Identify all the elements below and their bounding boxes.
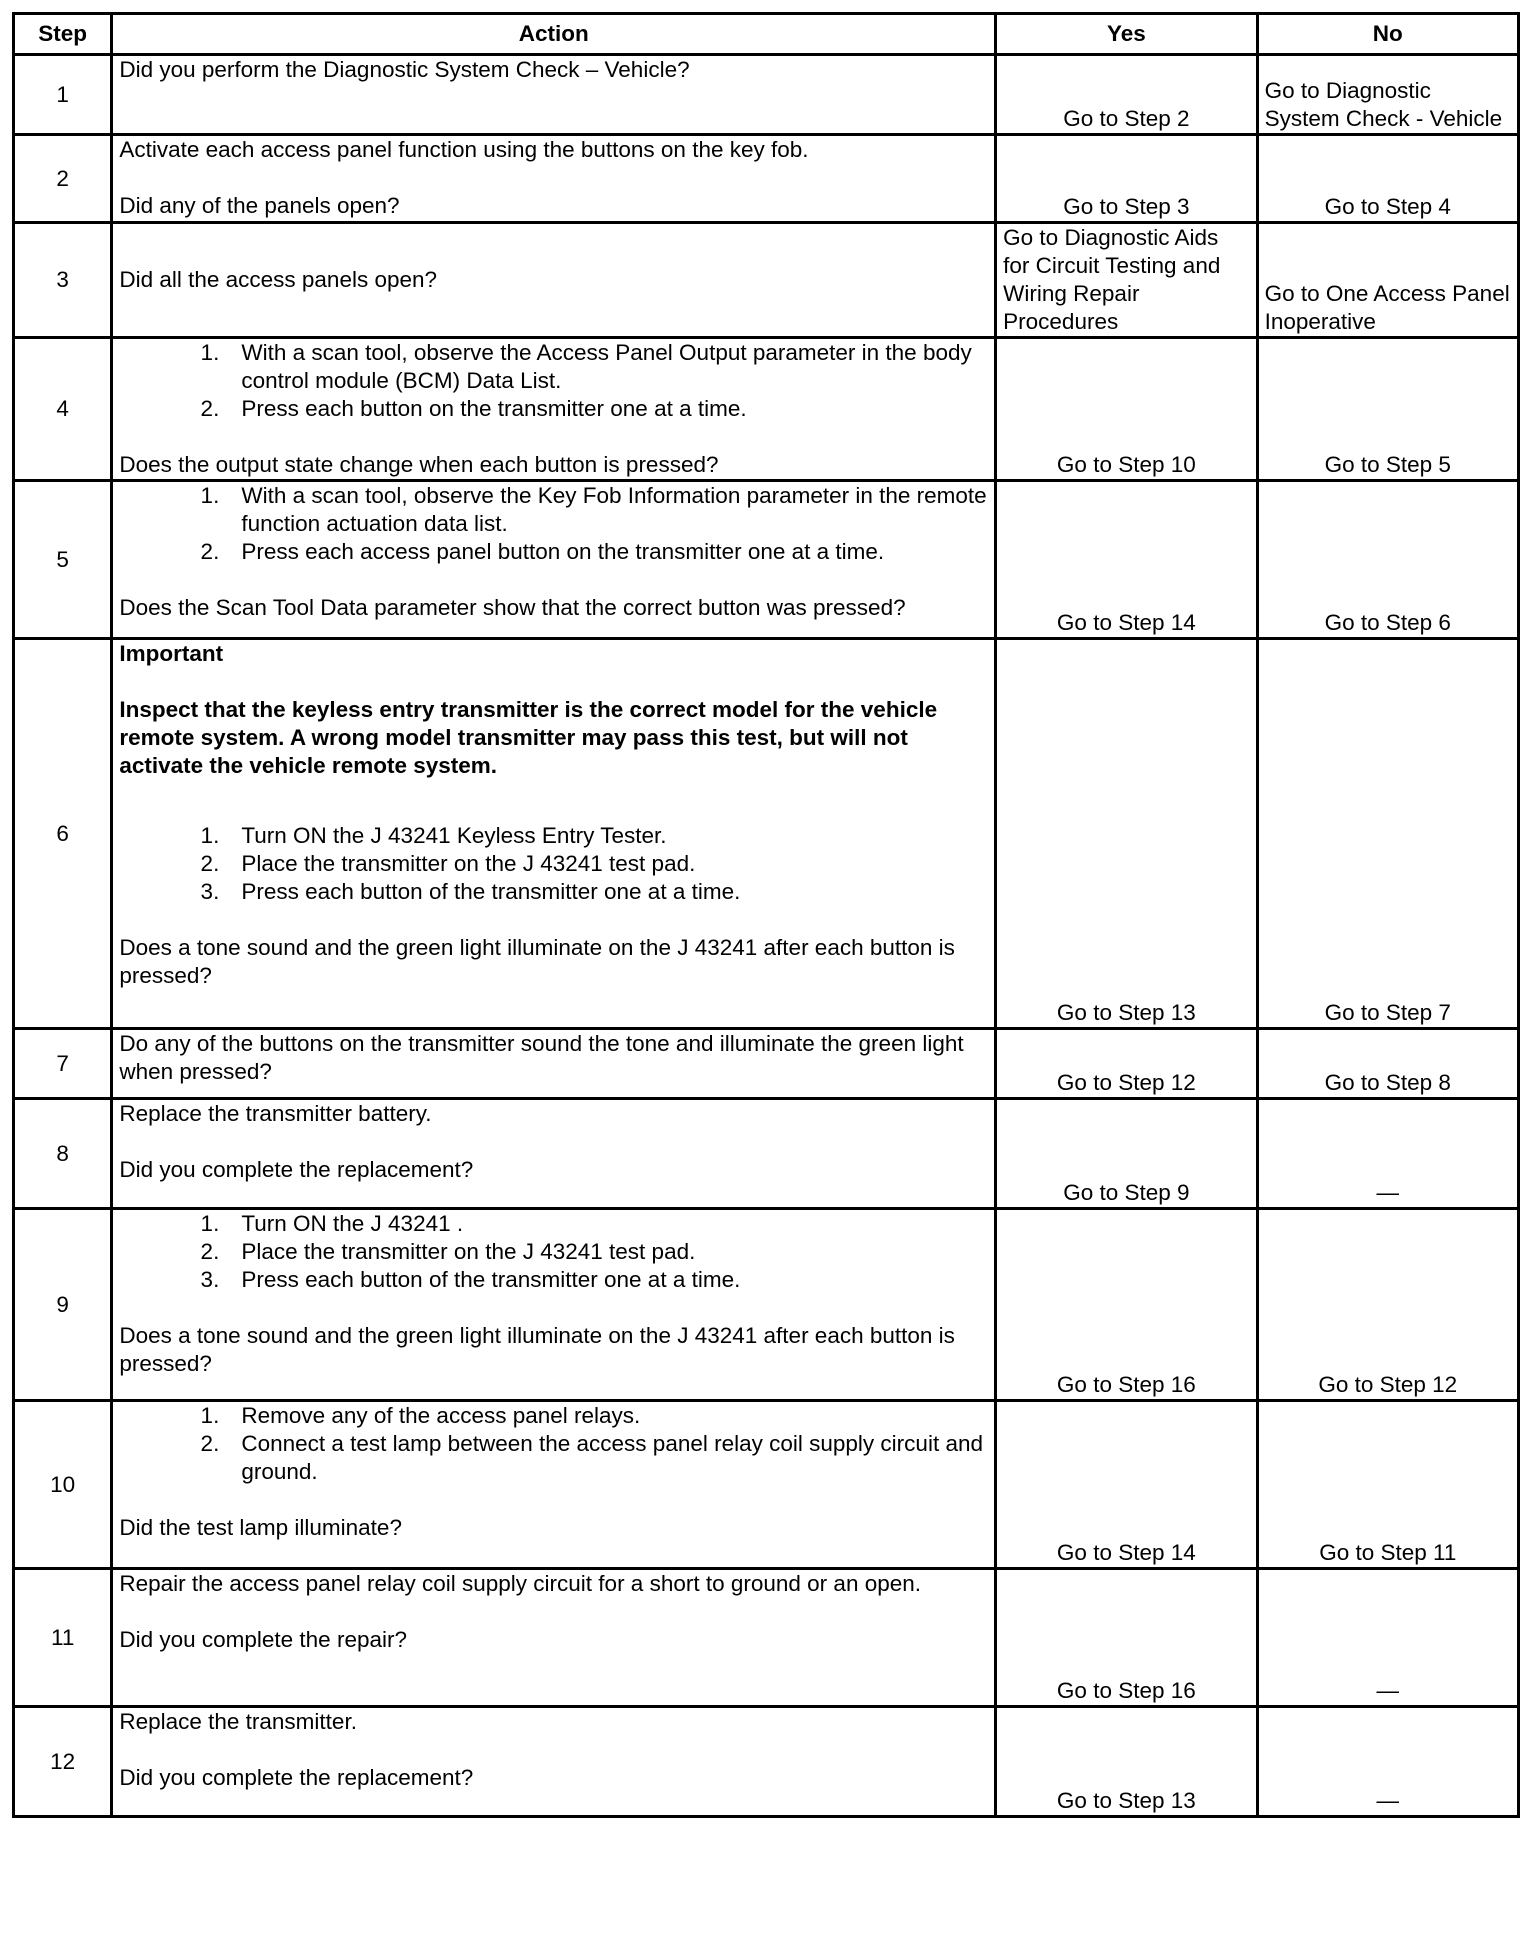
no-result: Go to Step 4 bbox=[1257, 135, 1518, 223]
header-step: Step bbox=[14, 14, 112, 55]
table-row bbox=[14, 135, 1519, 223]
list-item: 2 . Place the transmitter on the J 43241 test pad. bbox=[119, 1238, 988, 1266]
action-question: Did you perform the Diagnostic System Check – Vehicle? bbox=[119, 57, 690, 82]
action-steps-list bbox=[119, 339, 988, 423]
step-number: 12 bbox=[14, 1707, 112, 1817]
action-cell bbox=[112, 1569, 996, 1707]
action-instruction: Replace the transmitter battery. bbox=[119, 1101, 432, 1126]
action-cell bbox=[112, 223, 996, 338]
yes-result: Go to Step 16 bbox=[996, 1209, 1257, 1401]
table-row bbox=[14, 639, 1519, 1029]
no-result: — bbox=[1257, 1099, 1518, 1209]
list-item: 2 . Connect a test lamp between the access panel relay coil supply circuit and ground. bbox=[119, 1430, 988, 1486]
step-number: 8 bbox=[14, 1099, 112, 1209]
header-no: No bbox=[1257, 14, 1518, 55]
list-item: 1 . Remove any of the access panel relays. bbox=[119, 1402, 988, 1430]
table-row bbox=[14, 1099, 1519, 1209]
yes-result: Go to Step 14 bbox=[996, 1401, 1257, 1569]
yes-result: Go to Step 10 bbox=[996, 338, 1257, 481]
step-number: 5 bbox=[14, 481, 112, 639]
step-number: 1 bbox=[14, 55, 112, 135]
yes-result: Go to Step 2 bbox=[996, 55, 1257, 135]
step-number: 4 bbox=[14, 338, 112, 481]
action-cell bbox=[112, 135, 996, 223]
action-steps-list bbox=[119, 1402, 988, 1486]
table-row bbox=[14, 1707, 1519, 1817]
action-steps-list bbox=[119, 482, 988, 566]
no-result: Go to Step 5 bbox=[1257, 338, 1518, 481]
action-cell bbox=[112, 338, 996, 481]
action-cell bbox=[112, 1707, 996, 1817]
list-item: 2 . Place the transmitter on the J 43241 test pad. bbox=[119, 850, 988, 878]
action-instruction: Repair the access panel relay coil supply circuit for a short to ground or an open. bbox=[119, 1571, 922, 1596]
action-cell bbox=[112, 1401, 996, 1569]
action-question: Does a tone sound and the green light illuminate on the J 43241 after each button is pressed? bbox=[119, 935, 955, 988]
action-question: Did you complete the replacement? bbox=[119, 1765, 474, 1790]
no-result: Go to Step 11 bbox=[1257, 1401, 1518, 1569]
no-result: Go to One Access Panel Inoperative bbox=[1257, 223, 1518, 338]
list-item: 2 . Press each button on the transmitter one at a time. bbox=[119, 395, 988, 423]
action-question: Did you complete the repair? bbox=[119, 1627, 407, 1652]
list-item: 2 . Press each access panel button on the transmitter one at a time. bbox=[119, 538, 988, 566]
list-item: 1 . Turn ON the J 43241 . bbox=[119, 1210, 988, 1238]
yes-result: Go to Step 13 bbox=[996, 639, 1257, 1029]
no-result: Go to Diagnostic System Check - Vehicle bbox=[1257, 55, 1518, 135]
important-warning: Inspect that the keyless entry transmitter is the correct model for the vehicle remote system. A wrong model transmitter may pass this test, but will not activate the vehicle remote system. bbox=[119, 697, 938, 778]
list-item: 3 . Press each button of the transmitter one at a time. bbox=[119, 1266, 988, 1294]
table-row bbox=[14, 1569, 1519, 1707]
table-row bbox=[14, 1401, 1519, 1569]
table-row bbox=[14, 223, 1519, 338]
action-cell bbox=[112, 1099, 996, 1209]
no-result: — bbox=[1257, 1569, 1518, 1707]
action-question: Does the Scan Tool Data parameter show that the correct button was pressed? bbox=[119, 595, 906, 620]
no-result: Go to Step 7 bbox=[1257, 639, 1518, 1029]
action-cell bbox=[112, 1029, 996, 1099]
action-question: Do any of the buttons on the transmitter sound the tone and illuminate the green light when pressed? bbox=[119, 1031, 964, 1084]
yes-result: Go to Step 14 bbox=[996, 481, 1257, 639]
yes-result: Go to Diagnostic Aids for Circuit Testing and Wiring Repair Procedures bbox=[996, 223, 1257, 338]
action-steps-list bbox=[119, 1210, 988, 1294]
step-number: 11 bbox=[14, 1569, 112, 1707]
list-item: 1 . Turn ON the J 43241 Keyless Entry Tester. bbox=[119, 822, 988, 850]
step-number: 6 bbox=[14, 639, 112, 1029]
step-number: 2 bbox=[14, 135, 112, 223]
header-action: Action bbox=[112, 14, 996, 55]
action-cell bbox=[112, 1209, 996, 1401]
step-number: 9 bbox=[14, 1209, 112, 1401]
action-cell bbox=[112, 481, 996, 639]
action-instruction: Replace the transmitter. bbox=[119, 1709, 357, 1734]
table-row bbox=[14, 338, 1519, 481]
action-question: Does the output state change when each button is pressed? bbox=[119, 452, 719, 477]
yes-result: Go to Step 9 bbox=[996, 1099, 1257, 1209]
header-yes: Yes bbox=[996, 14, 1257, 55]
action-question: Did all the access panels open? bbox=[119, 267, 438, 292]
step-number: 10 bbox=[14, 1401, 112, 1569]
yes-result: Go to Step 12 bbox=[996, 1029, 1257, 1099]
action-cell bbox=[112, 639, 996, 1029]
no-result: Go to Step 6 bbox=[1257, 481, 1518, 639]
action-question: Did any of the panels open? bbox=[119, 193, 400, 218]
table-row bbox=[14, 1209, 1519, 1401]
step-number: 7 bbox=[14, 1029, 112, 1099]
table-row bbox=[14, 1029, 1519, 1099]
yes-result: Go to Step 13 bbox=[996, 1707, 1257, 1817]
yes-result: Go to Step 16 bbox=[996, 1569, 1257, 1707]
important-heading: Important bbox=[119, 641, 224, 666]
list-item: 1 . With a scan tool, observe the Key Fob Information parameter in the remote function actuation data list. bbox=[119, 482, 988, 538]
action-instruction: Activate each access panel function using the buttons on the key fob. bbox=[119, 137, 809, 162]
table-row bbox=[14, 55, 1519, 135]
yes-result: Go to Step 3 bbox=[996, 135, 1257, 223]
list-item: 1 . With a scan tool, observe the Access Panel Output parameter in the body control module (BCM) Data List. bbox=[119, 339, 988, 395]
action-question: Does a tone sound and the green light illuminate on the J 43241 after each button is pressed? bbox=[119, 1323, 955, 1376]
action-cell bbox=[112, 55, 996, 135]
no-result: Go to Step 8 bbox=[1257, 1029, 1518, 1099]
action-question: Did you complete the replacement? bbox=[119, 1157, 474, 1182]
action-steps-list bbox=[119, 822, 988, 906]
header-row bbox=[14, 14, 1519, 55]
table-row bbox=[14, 481, 1519, 639]
diagnostic-table bbox=[12, 12, 1520, 1818]
action-question: Did the test lamp illuminate? bbox=[119, 1515, 402, 1540]
no-result: Go to Step 12 bbox=[1257, 1209, 1518, 1401]
step-number: 3 bbox=[14, 223, 112, 338]
list-item: 3 . Press each button of the transmitter one at a time. bbox=[119, 878, 988, 906]
no-result: — bbox=[1257, 1707, 1518, 1817]
